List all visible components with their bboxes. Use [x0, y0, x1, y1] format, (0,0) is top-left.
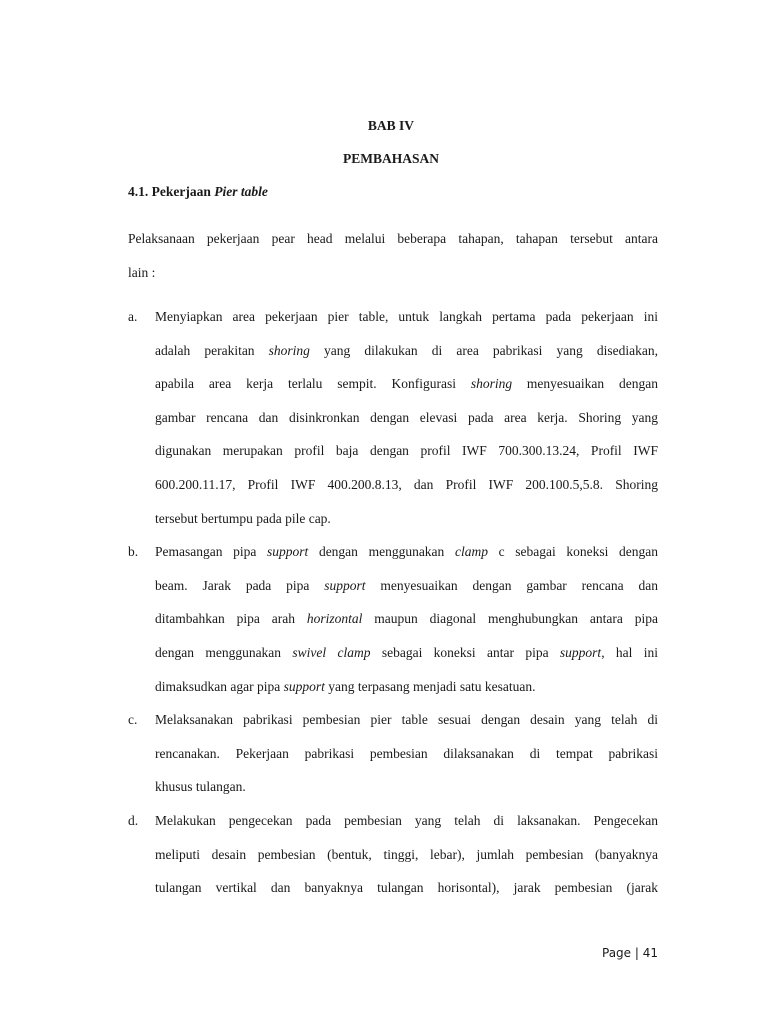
- section-title-italic: Pier table: [214, 184, 268, 199]
- chapter-number: BAB IV: [367, 118, 415, 133]
- text-run: sebagai koneksi antar pipa: [370, 644, 560, 660]
- list-marker: b.: [128, 544, 139, 560]
- italic-term: horizontal: [306, 611, 363, 627]
- text-run: menyesuaikan dengan: [512, 376, 658, 392]
- list-line: 600.200.11.17, Profil IWF 400.200.8.13, dan Profil IWF 200.100.5,5.8. Shoring: [155, 476, 658, 492]
- text-run: dengan menggunakan: [155, 644, 293, 660]
- text-run: c sebagai koneksi dengan: [487, 544, 658, 560]
- italic-term: shoring: [268, 342, 310, 358]
- chapter-title: PEMBAHASAN: [342, 151, 439, 166]
- list-line: rencanakan. Pekerjaan pabrikasi pembesian dilaksanakan di tempat pabrikasi: [155, 745, 658, 761]
- text-run: dimaksudkan agar pipa: [155, 678, 284, 694]
- list-item-a: [128, 300, 658, 535]
- text-run: beam. Jarak pada pipa: [155, 577, 325, 593]
- list-line: [155, 636, 658, 670]
- text-run: ditambahkan pipa arah: [155, 611, 307, 627]
- text-run: apabila area kerja terlalu sempit. Konfigurasi: [155, 376, 471, 392]
- list-line: [155, 602, 658, 636]
- list-item-d: [128, 804, 658, 905]
- list-line: gambar rencana dan disinkronkan dengan elevasi pada area kerja. Shoring yang: [155, 409, 658, 425]
- list-marker: c.: [128, 712, 138, 728]
- list-line: [155, 670, 658, 704]
- italic-term: clamp: [454, 544, 488, 560]
- section-heading: [128, 184, 268, 200]
- list-marker: a.: [128, 309, 138, 324]
- list-line: Menyiapkan area pekerjaan pier table, untuk langkah pertama pada pekerjaan ini: [155, 309, 658, 324]
- italic-term: support: [559, 644, 602, 660]
- list-line: meliputi desain pembesian (bentuk, tinggi, lebar), jumlah pembesian (banyaknya: [155, 846, 658, 862]
- steps-list: [128, 300, 658, 905]
- list-line: [155, 334, 658, 368]
- list-item-b: [128, 535, 658, 703]
- list-line: tersebut bertumpu pada pile cap.: [155, 510, 331, 526]
- section-number: 4.1. Pekerjaan: [128, 184, 211, 199]
- intro-line: Pelaksanaan pekerjaan pear head melalui beberapa tahapan, tahapan tersebut antara: [128, 231, 658, 246]
- text-run: maupun diagonal menghubungkan antara pipa: [362, 611, 659, 627]
- intro-line: lain :: [128, 265, 156, 280]
- text-run: adalah perakitan: [155, 342, 269, 358]
- text-run: menyesuaikan dengan gambar rencana dan: [365, 577, 658, 593]
- list-line: Melakukan pengecekan pada pembesian yang telah di laksanakan. Pengecekan: [155, 812, 658, 828]
- list-line: Melaksanakan pabrikasi pembesian pier table sesuai dengan desain yang telah di: [155, 712, 658, 728]
- list-item-c: [128, 703, 658, 804]
- page-number-footer: Page | 41: [602, 946, 658, 960]
- italic-term: swivel clamp: [292, 644, 371, 660]
- italic-term: support: [283, 678, 325, 694]
- intro-paragraph: [128, 222, 658, 290]
- list-line: digunakan merupakan profil baja dengan profil IWF 700.300.13.24, Profil IWF: [155, 443, 658, 459]
- italic-term: shoring: [470, 376, 513, 392]
- text-run: yang terpasang menjadi satu kesatuan.: [324, 678, 536, 694]
- text-run: , hal ini: [601, 644, 658, 660]
- list-line: [155, 569, 658, 603]
- text-run: dengan menggunakan: [308, 544, 455, 560]
- list-line: khusus tulangan.: [155, 779, 246, 795]
- list-line: [155, 367, 658, 401]
- list-marker: d.: [128, 812, 139, 828]
- list-line: tulangan vertikal dan banyaknya tulangan horisontal), jarak pembesian (jarak: [155, 880, 658, 896]
- text-run: Pemasangan pipa: [155, 544, 268, 560]
- italic-term: support: [324, 577, 366, 593]
- list-line: [155, 535, 658, 569]
- italic-term: support: [267, 544, 309, 560]
- text-run: yang dilakukan di area pabrikasi yang disediakan,: [309, 342, 658, 358]
